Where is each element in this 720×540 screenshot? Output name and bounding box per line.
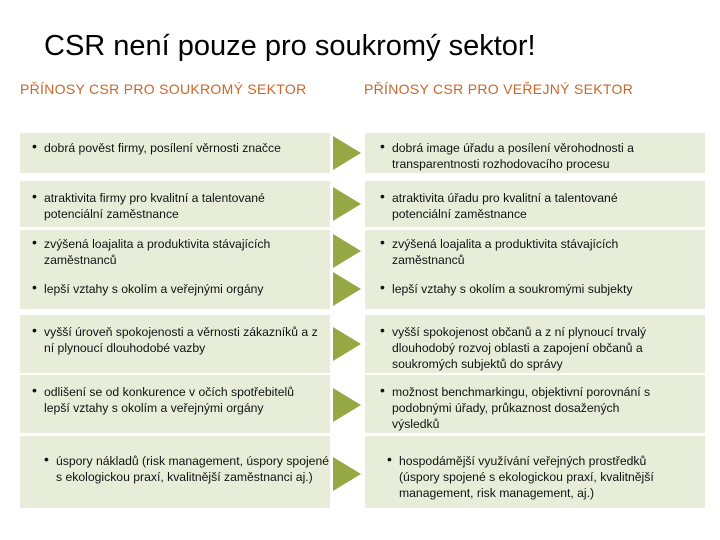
bullet-icon: • xyxy=(380,279,385,295)
bullet-icon: • xyxy=(32,322,37,338)
row-5-right-benefit: • vyšší spokojenost občanů a z ní plynoucí trvalý dlouhodobý rozvoj oblasti a zapojení občanů a soukromých subjektů do správy xyxy=(380,322,647,371)
bullet-icon: • xyxy=(32,234,37,250)
row-5-left-benefit: • vyšší úroveň spokojenosti a věrnosti zákazníků a z ní plynoucí dlouhodobé vazby xyxy=(32,322,318,355)
bullet-icon: • xyxy=(32,279,37,295)
bullet-icon: • xyxy=(380,382,385,398)
bullet-icon: • xyxy=(380,188,385,204)
row-2-left-benefit: • atraktivita firmy pro kvalitní a talentované potenciální zaměstnance xyxy=(32,188,265,221)
row-3-left-benefit: • zvýšená loajalita a produktivita stávajících zaměstnanců xyxy=(32,234,271,267)
row-2-right-benefit: • atraktivita úřadu pro kvalitní a talentované potenciální zaměstnance xyxy=(380,188,618,221)
bullet-icon: • xyxy=(387,451,392,467)
row-7-left-benefit: • úspory nákladů (risk management, úspory spojené s ekologickou praxí, kvalitnější zaměstnanci aj.) xyxy=(44,451,330,484)
row-6-right-benefit: • možnost benchmarkingu, objektivní porovnání s podobnými úřady, průkaznost dosažených výsledků xyxy=(380,382,651,431)
arrow-icon xyxy=(333,327,361,361)
arrow-icon xyxy=(333,187,361,221)
row-3-right-benefit: • zvýšená loajalita a produktivita stávajících zaměstnanců xyxy=(380,234,619,267)
slide-title: CSR není pouze pro soukromý sektor! xyxy=(44,30,536,62)
row-1-right-benefit: • dobrá image úřadu a posílení věrohodnosti a transparentnosti rozhodovacího procesu xyxy=(380,138,634,171)
bullet-icon: • xyxy=(380,234,385,250)
bullet-icon: • xyxy=(32,382,37,398)
arrow-icon xyxy=(333,136,361,170)
arrow-icon xyxy=(333,388,361,422)
bullet-icon: • xyxy=(32,188,37,204)
row-1-left-benefit: • dobrá pověst firmy, posílení věrnosti značce xyxy=(32,138,281,155)
row-4-right-benefit: • lepší vztahy s okolím a soukromými subjekty xyxy=(380,279,633,296)
arrow-icon xyxy=(333,272,361,306)
bullet-icon: • xyxy=(380,322,385,338)
row-4-left-benefit: • lepší vztahy s okolím a veřejnými orgány xyxy=(32,279,264,296)
public-sector-heading: PŘÍNOSY CSR PRO VEŘEJNÝ SEKTOR xyxy=(364,81,634,97)
row-7-right-benefit: • hospodámější využívání veřejných prostředků (úspory spojené s ekologickou praxí, kvalitnější management, risk management, aj.) xyxy=(387,451,654,500)
arrow-icon xyxy=(333,234,361,268)
bullet-icon: • xyxy=(380,138,385,154)
bullet-icon: • xyxy=(44,451,49,467)
arrow-icon xyxy=(333,457,361,491)
row-6-left-benefit: • odlišení se od konkurence v očích spotřebitelů lepší vztahy s okolím a veřejnými orgány xyxy=(32,382,294,415)
bullet-icon: • xyxy=(32,138,37,154)
private-sector-heading: PŘÍNOSY CSR PRO SOUKROMÝ SEKTOR xyxy=(20,81,307,97)
